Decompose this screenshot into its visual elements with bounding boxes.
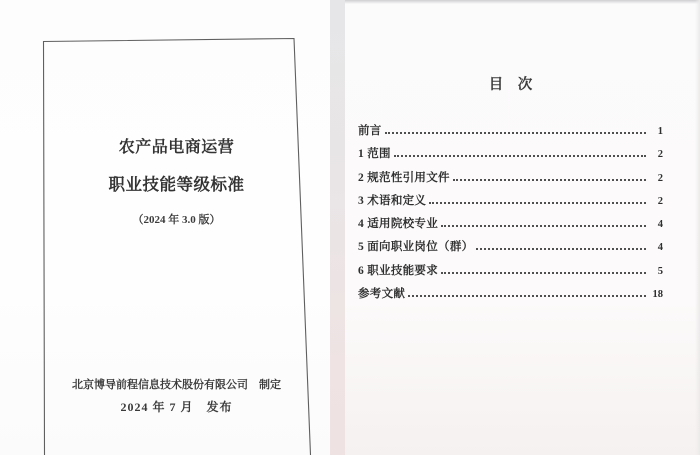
toc-leader-dots — [394, 155, 646, 157]
toc-entry — [358, 285, 663, 308]
toc-entry-page: 1 — [657, 126, 663, 137]
cover-version: （2024 年 3.0 版） — [132, 214, 221, 226]
toc-rows — [358, 122, 663, 308]
toc-leader-dots — [441, 225, 646, 227]
toc-entry-page: 2 — [657, 195, 663, 207]
cover-title-line2: 职业技能等级标准 — [108, 175, 245, 194]
toc-entry-label: 1 范围 — [358, 148, 391, 161]
toc-page — [345, 0, 700, 455]
toc-entry-label: 3 术语和定义 — [358, 194, 427, 207]
toc-entry-page: 2 — [657, 149, 663, 161]
toc-entry-label: 前言 — [358, 125, 382, 137]
toc-entry-label: 4 适用院校专业 — [358, 218, 439, 230]
toc-entry — [358, 215, 663, 238]
toc-entry-label: 6 职业技能要求 — [358, 264, 439, 277]
toc-entry — [358, 238, 663, 261]
toc-leader-dots — [408, 295, 646, 297]
toc-entry-page: 4 — [657, 242, 663, 254]
toc-leader-dots — [476, 248, 646, 250]
toc-leader-dots — [385, 132, 646, 134]
cover-page — [0, 0, 330, 455]
toc-leader-dots — [429, 202, 646, 204]
cover-publish-date: 2024 年 7 月 发布 — [120, 400, 233, 414]
toc-entry — [358, 262, 663, 285]
toc-entry-page: 5 — [657, 265, 663, 277]
toc-entry — [358, 145, 663, 168]
toc-entry-page: 4 — [657, 219, 663, 230]
toc-entry-page: 18 — [652, 288, 663, 300]
toc-title: 目 次 — [488, 77, 533, 93]
toc-entry — [358, 169, 663, 192]
toc-entry-page: 2 — [657, 172, 663, 184]
toc-entry — [358, 192, 663, 215]
toc-entry — [358, 122, 663, 145]
cover-publisher: 北京博导前程信息技术股份有限公司 制定 — [72, 379, 281, 391]
cover-text-block — [43, 0, 310, 455]
toc-entry-label: 参考文献 — [358, 287, 406, 300]
toc-entry-label: 5 面向职业岗位（群） — [358, 241, 474, 254]
toc-leader-dots — [453, 179, 646, 181]
page-gutter-shadow — [330, 0, 345, 455]
cover-title-line1: 农产品电商运营 — [118, 139, 235, 156]
toc-leader-dots — [441, 272, 646, 274]
toc-entry-label: 2 规范性引用文件 — [358, 171, 450, 184]
